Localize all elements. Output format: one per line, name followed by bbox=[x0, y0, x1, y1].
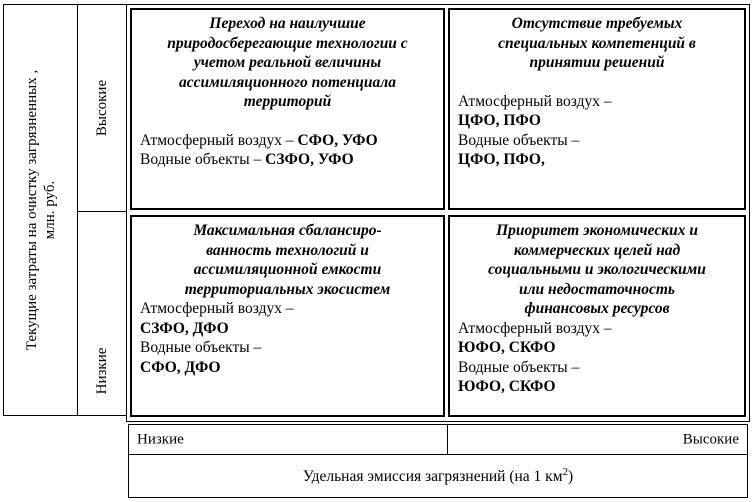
x-axis-low-box bbox=[128, 424, 448, 455]
quadrant-top-right-water-value: ЦФО, ПФО, bbox=[458, 151, 545, 168]
quadrant-bottom-left-water-value: СФО, ДФО bbox=[140, 358, 221, 376]
y-axis-title-box bbox=[3, 4, 78, 416]
quadrant-bottom-right bbox=[448, 215, 746, 417]
y-axis-title bbox=[23, 70, 59, 350]
quadrant-top-right-title: Отсутствие требуемых специальных компетенций в принятии решений bbox=[498, 15, 696, 71]
quadrant-top-left-water: Водные объекты – СЗФО, УФО bbox=[140, 151, 354, 168]
x-axis-high-label: Высокие bbox=[682, 431, 739, 447]
quadrant-bottom-left-air-label: Атмосферный воздух – bbox=[140, 300, 294, 317]
quadrant-bottom-right-air-value: ЮФО, СКФО bbox=[458, 339, 556, 356]
x-axis-high-box bbox=[447, 424, 748, 455]
quadrant-bottom-right-water-value: ЮФО, СКФО bbox=[458, 378, 556, 395]
quadrant-bottom-left-air-value: СЗФО, ДФО bbox=[140, 319, 229, 337]
quadrant-bottom-left-title: Максимальная сбалансиро- ванность технологий и ассимиляционной емкости территориальных экосистем bbox=[184, 222, 391, 298]
x-axis-title-sup: 2 bbox=[562, 465, 569, 478]
quadrant-top-right-water-label: Водные объекты – bbox=[458, 131, 580, 149]
quadrant-bottom-left-water-label: Водные объекты – bbox=[140, 339, 262, 356]
quadrant-bottom-right-title: Приоритет экономических и коммерческих целей над социальными и экологическими или недостаточность финансовых ресурсов bbox=[488, 222, 706, 317]
quadrant-top-right-air-value: ЦФО, ПФО bbox=[458, 112, 541, 129]
y-axis-title-line1: Текущие затраты на очистку загрязненных , bbox=[23, 69, 40, 351]
quadrant-top-right bbox=[448, 8, 746, 210]
x-axis-title-box bbox=[128, 454, 748, 498]
quadrant-top-left-title: Переход на наилучшие природосберегающие технологии с учетом реальной величины ассимиляционного потенциала территорий bbox=[167, 15, 408, 110]
y-axis-high-box bbox=[77, 4, 127, 212]
y-axis-low-label: Низкие bbox=[94, 347, 110, 395]
quadrant-top-left bbox=[130, 8, 445, 210]
quadrant-top-right-air-label: Атмосферный воздух – bbox=[458, 92, 612, 110]
y-axis-low-box bbox=[77, 211, 127, 416]
y-axis-high-label: Высокие bbox=[94, 79, 110, 137]
quadrant-bottom-right-air-label: Атмосферный воздух – bbox=[458, 319, 612, 337]
quadrant-bottom-left bbox=[130, 215, 445, 417]
quadrant-bottom-right-water-label: Водные объекты – bbox=[458, 358, 580, 376]
y-axis-title-line2: млн. руб. bbox=[41, 180, 58, 240]
x-axis-title: Удельная эмиссия загрязнений (на 1 $км^2$) bbox=[302, 465, 574, 486]
x-axis-low-label: Низкие bbox=[137, 431, 184, 447]
quadrant-top-left-air: Атмосферный воздух – СФО, УФО bbox=[140, 131, 378, 149]
